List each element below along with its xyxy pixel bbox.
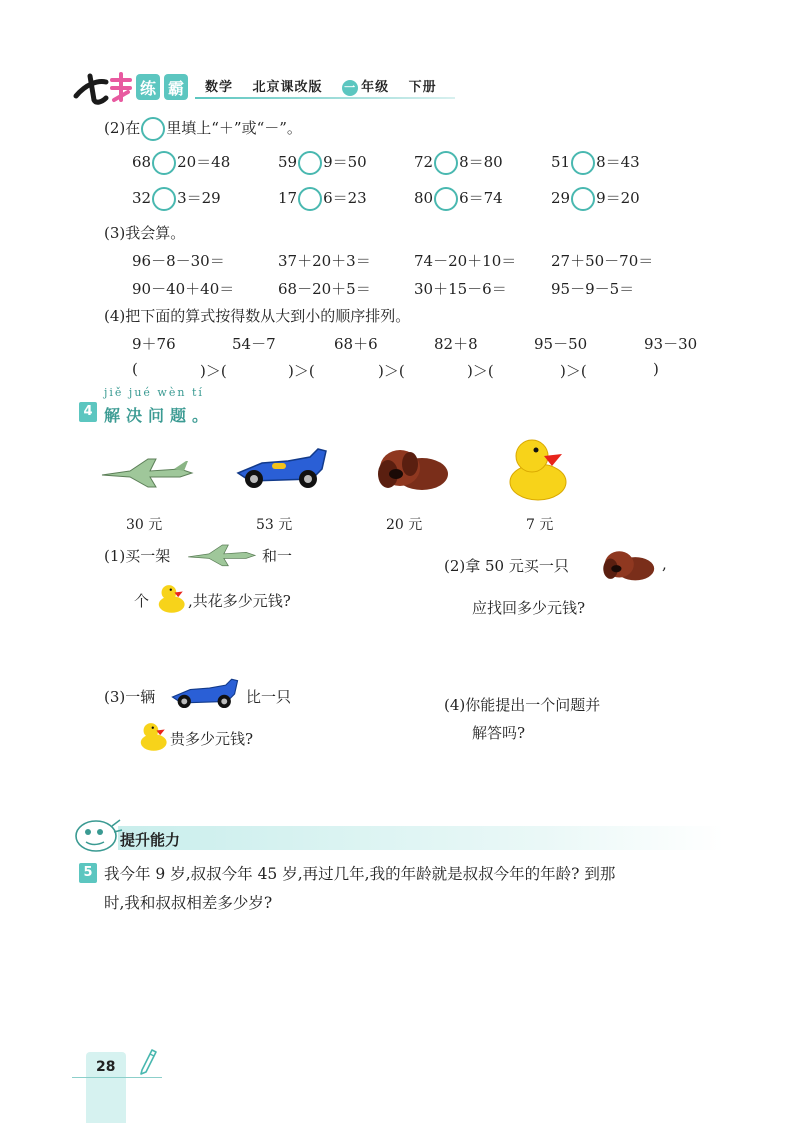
q3-item: 68－20＋5＝ (278, 280, 371, 298)
answer-circle[interactable] (434, 187, 458, 211)
operand: 6＝23 (323, 189, 367, 207)
q2-item (132, 187, 221, 211)
jet-icon (186, 542, 258, 568)
operand: 20＝48 (177, 153, 231, 171)
q3-item: 95－9－5＝ (551, 280, 635, 298)
edition: 北京课改版 (252, 80, 323, 95)
q2-item (551, 187, 640, 211)
operand: 8＝80 (459, 153, 503, 171)
q4-expr: 54－7 (232, 335, 276, 353)
p3-text-c: 贵多少元钱? (170, 730, 254, 748)
answer-circle[interactable] (152, 151, 176, 175)
order-blank[interactable]: )＞( (288, 362, 315, 380)
price-jet: 30 元 (126, 517, 163, 533)
q4-expr: 82＋8 (434, 335, 478, 353)
subject: 数学 (205, 80, 234, 95)
answer-circle[interactable] (571, 187, 595, 211)
answer-circle[interactable] (298, 187, 322, 211)
operand: 32 (132, 189, 152, 207)
grade: 年级 (361, 80, 390, 95)
q3-item: 30＋15－6＝ (414, 280, 507, 298)
operand: 6＝74 (459, 189, 503, 207)
order-blank[interactable]: )＞( (378, 362, 405, 380)
svg-text:霸: 霸 (167, 79, 185, 98)
page-number: 28 (96, 1059, 116, 1075)
q4-expr: 93－30 (644, 335, 698, 353)
duck-icon (156, 582, 186, 614)
operand: 72 (414, 153, 434, 171)
p4-text-a: (4)你能提出一个问题并 (444, 696, 601, 714)
answer-circle[interactable] (434, 151, 458, 175)
race-car-image (232, 445, 332, 493)
order-blank[interactable]: )＞( (200, 362, 227, 380)
ability-bar (118, 826, 724, 850)
jet-image (100, 455, 195, 490)
operand: 80 (414, 189, 434, 207)
q3-item: 37＋20＋3＝ (278, 252, 371, 270)
section5-badge: 5 (79, 863, 97, 883)
p1-text-c: 个 (134, 592, 150, 610)
q4-expr: 9＋76 (132, 335, 176, 353)
section4-pinyin: jiě jué wèn tí (104, 386, 204, 399)
section5-line1: 我今年 9 岁,叔叔今年 45 岁,再过几年,我的年龄就是叔叔今年的年龄? 到那 (104, 865, 616, 883)
operand: 68 (132, 153, 152, 171)
q3-prompt: (3)我会算。 (104, 224, 186, 242)
p1-text-d: ,共花多少元钱? (188, 592, 291, 610)
p3-text-b: 比一只 (246, 688, 292, 706)
plush-dog-image (372, 440, 452, 495)
answer-circle[interactable] (298, 151, 322, 175)
section4-badge: 4 (79, 402, 97, 422)
price-duck: 7 元 (526, 517, 554, 533)
q3-item: 27＋50－70＝ (551, 252, 654, 270)
q4-expr: 95－50 (534, 335, 588, 353)
p1-text-b: 和一 (262, 547, 293, 565)
operand: 9＝50 (323, 153, 367, 171)
section4-title: 解决问题。 (104, 406, 215, 425)
operand: 51 (551, 153, 571, 171)
dog-icon (598, 544, 658, 584)
ability-title: 提升能力 (120, 831, 181, 849)
car-icon (168, 676, 242, 712)
header-underline (195, 97, 455, 99)
answer-circle[interactable] (571, 151, 595, 175)
q2-item (414, 151, 503, 175)
blank-circle (141, 117, 165, 141)
operand: 9＝20 (596, 189, 640, 207)
p2-text-c: 应找回多少元钱? (472, 599, 586, 617)
price-car: 53 元 (256, 517, 293, 533)
rubber-duck-image (504, 434, 569, 502)
order-blank: ( (132, 360, 138, 378)
p2-text-b: , (662, 555, 667, 573)
price-dog: 20 元 (386, 517, 423, 533)
q2-prompt (104, 117, 302, 141)
duck-icon (138, 720, 168, 752)
operand: 3＝29 (177, 189, 221, 207)
answer-circle[interactable] (152, 187, 176, 211)
svg-text:练: 练 (139, 79, 157, 98)
q3-item: 74－20＋10＝ (414, 252, 517, 270)
mascot-icon (72, 814, 124, 854)
order-blank[interactable]: )＞( (467, 362, 494, 380)
operand: 59 (278, 153, 298, 171)
p1-text-a: (1)买一架 (104, 547, 171, 565)
q2-item (414, 187, 503, 211)
page-line (72, 1077, 162, 1078)
pencil-icon (136, 1046, 158, 1076)
operand: 17 (278, 189, 298, 207)
q4-expr: 68＋6 (334, 335, 378, 353)
grade-label (342, 80, 389, 95)
operand: 29 (551, 189, 571, 207)
q2-prompt-b: 里填上“＋”或“－”。 (166, 119, 302, 137)
operand: 8＝43 (596, 153, 640, 171)
volume: 下册 (408, 80, 437, 95)
order-blank: ) (653, 360, 659, 378)
q2-item (278, 187, 367, 211)
q2-item (551, 151, 640, 175)
section5-line2: 时,我和叔叔相差多少岁? (104, 894, 273, 912)
q2-item (132, 151, 230, 175)
q3-item: 96－8－30＝ (132, 252, 225, 270)
header-info (205, 76, 451, 96)
q2-item (278, 151, 367, 175)
order-blank[interactable]: )＞( (560, 362, 587, 380)
q4-prompt: (4)把下面的算式按得数从大到小的顺序排列。 (104, 307, 411, 325)
q3-item: 90－40＋40＝ (132, 280, 235, 298)
p2-text-a: (2)拿 50 元买一只 (444, 557, 569, 575)
p4-text-b: 解答吗? (472, 724, 526, 742)
q2-prompt-a: (2)在 (104, 119, 141, 137)
p3-text-a: (3)一辆 (104, 688, 156, 706)
logo (72, 70, 192, 106)
grade-num-badge: 一 (344, 81, 357, 94)
